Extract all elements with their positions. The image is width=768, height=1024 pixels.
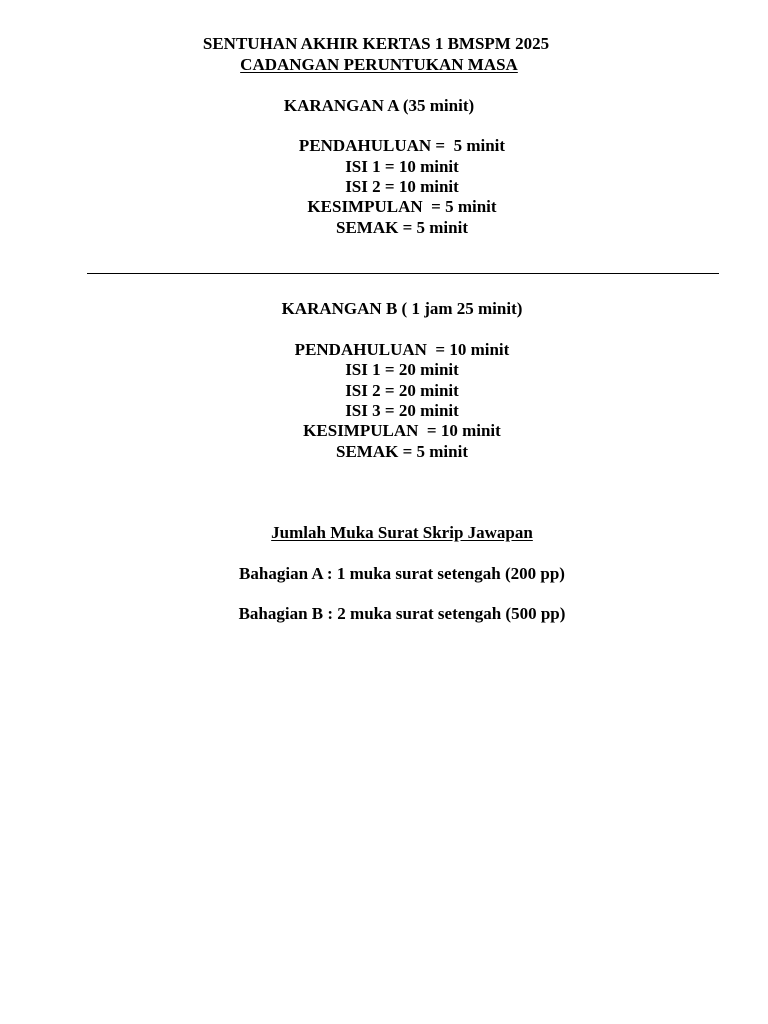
section-divider <box>87 273 719 274</box>
section-b-item-kesimpulan: KESIMPULAN = 10 minit <box>303 421 501 440</box>
section-a-heading: KARANGAN A (35 minit) <box>283 96 475 115</box>
document-title: SENTUHAN AKHIR KERTAS 1 BMSPM 2025 <box>202 34 550 53</box>
section-a-item-isi-1: ISI 1 = 10 minit <box>345 157 459 176</box>
document-subtitle: CADANGAN PERUNTUKAN MASA <box>240 55 518 74</box>
section-a-item-kesimpulan: KESIMPULAN = 5 minit <box>307 197 497 216</box>
section-b-item-isi-1: ISI 1 = 20 minit <box>345 360 459 379</box>
pages-bahagian-a: Bahagian A : 1 muka surat setengah (200 pp) <box>239 564 565 583</box>
section-a-item-isi-2: ISI 2 = 10 minit <box>345 177 459 196</box>
section-b-item-isi-2: ISI 2 = 20 minit <box>345 381 459 400</box>
section-b-item-isi-3: ISI 3 = 20 minit <box>345 401 459 420</box>
pages-bahagian-b: Bahagian B : 2 muka surat setengah (500 pp) <box>238 604 566 623</box>
section-b-item-pendahuluan: PENDAHULUAN = 10 minit <box>294 340 510 359</box>
section-b-heading: KARANGAN B ( 1 jam 25 minit) <box>281 299 523 318</box>
section-a-item-pendahuluan: PENDAHULUAN = 5 minit <box>298 136 506 155</box>
section-b-item-semak: SEMAK = 5 minit <box>336 442 468 461</box>
section-a-item-semak: SEMAK = 5 minit <box>336 218 468 237</box>
pages-heading: Jumlah Muka Surat Skrip Jawapan <box>271 523 533 542</box>
